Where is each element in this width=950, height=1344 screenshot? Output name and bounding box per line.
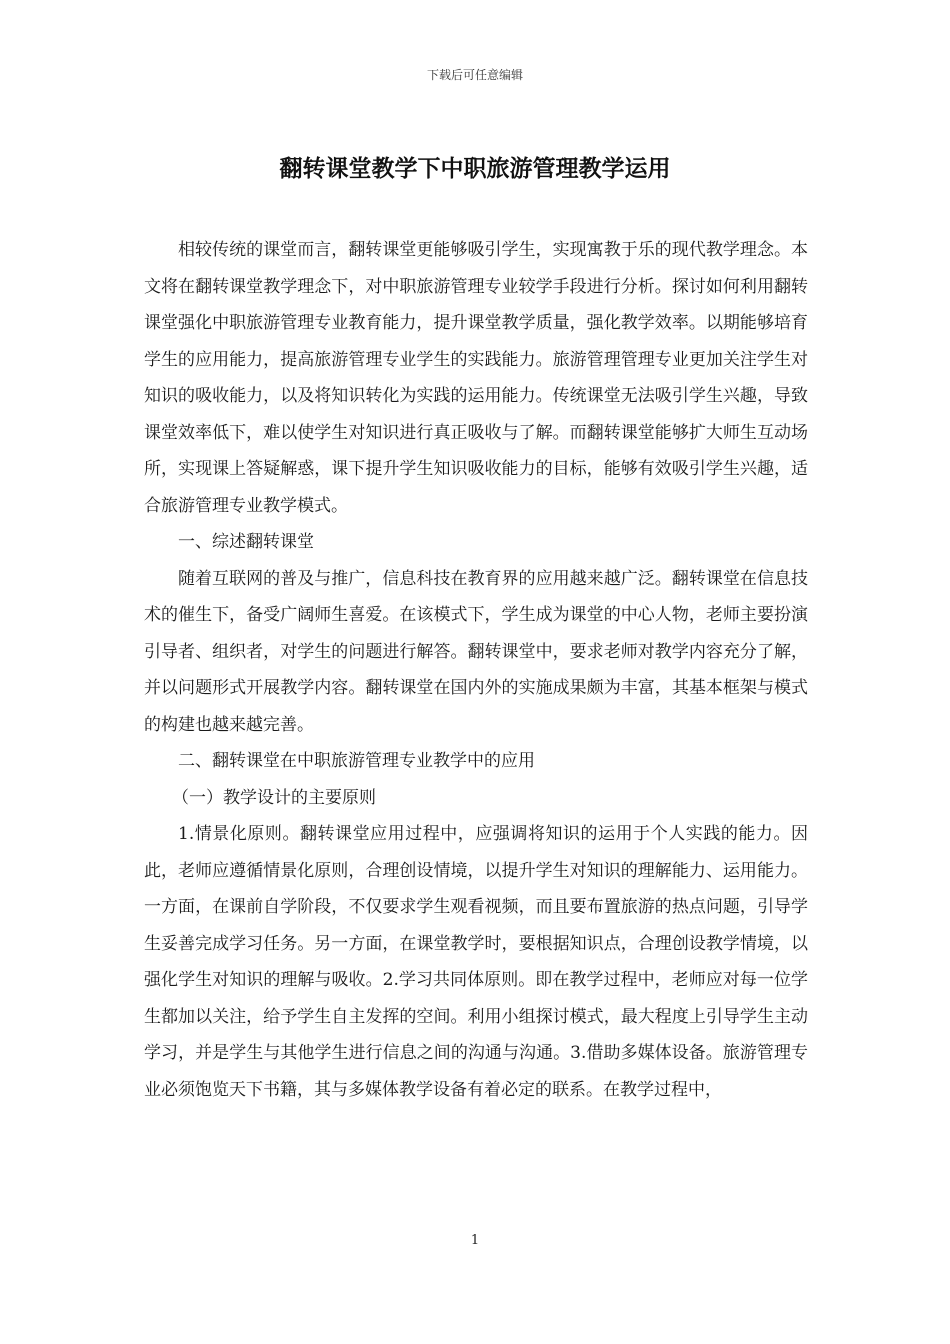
document-body	[144, 232, 808, 1108]
page-number: 1	[470, 1233, 480, 1248]
body-paragraph-intro: 相较传统的课堂而言，翻转课堂更能够吸引学生，实现寓教于乐的现代教学理念。本文将在翻转课堂教学理念下，对中职旅游管理专业较学手段进行分析。探讨如何利用翻转课堂强化中职旅游管理专业教育能力，提升课堂教学质量，强化教学效率。以期能够培育学生的应用能力，提高旅游管理专业学生的实践能力。旅游管理管理专业更加关注学生对知识的吸收能力，以及将知识转化为实践的运用能力。传统课堂无法吸引学生兴趣，导致课堂效率低下，难以使学生对知识进行真正吸收与了解。而翻转课堂能够扩大师生互动场所，实现课上答疑解惑，课下提升学生知识吸收能力的目标，能够有效吸引学生兴趣，适合旅游管理专业教学模式。	[144, 240, 808, 516]
section-heading-1: 一、综述翻转课堂	[178, 532, 314, 552]
section-heading-2: 二、翻转课堂在中职旅游管理专业教学中的应用	[178, 751, 535, 771]
subsection-heading-1: （一）教学设计的主要原则	[172, 787, 376, 808]
body-paragraph-overview: 随着互联网的普及与推广，信息科技在教育界的应用越来越广泛。翻转课堂在信息技术的催生下，备受广阔师生喜爱。在该模式下，学生成为课堂的中心人物，老师主要扮演引导者、组织者，对学生的问题进行解答。翻转课堂中，要求老师对教学内容充分了解，并以问题形式开展教学内容。翻转课堂在国内外的实施成果颇为丰富，其基本框架与模式的构建也越来越完善。	[144, 568, 808, 735]
body-paragraph-principles: 1.情景化原则。翻转课堂应用过程中，应强调将知识的运用于个人实践的能力。因此，老师应遵循情景化原则，合理创设情境，以提升学生对知识的理解能力、运用能力。一方面，在课前自学阶段，不仅要求学生观看视频，而且要布置旅游的热点问题，引导学生妥善完成学习任务。另一方面，在课堂教学时，要根据知识点，合理创设教学情境，以强化学生对知识的理解与吸收。2.学习共同体原则。即在教学过程中，老师应对每一位学生都加以关注，给予学生自主发挥的空间。利用小组探讨模式，最大程度上引导学生主动学习，并是学生与其他学生进行信息之间的沟通与沟通。3.借助多媒体设备。旅游管理专业必须饱览天下书籍，其与多媒体教学设备有着必定的联系。在教学过程中，	[144, 824, 808, 1100]
document-title: 翻转课堂教学下中职旅游管理教学运用	[279, 155, 671, 182]
header-note: 下载后可任意编辑	[426, 68, 523, 82]
